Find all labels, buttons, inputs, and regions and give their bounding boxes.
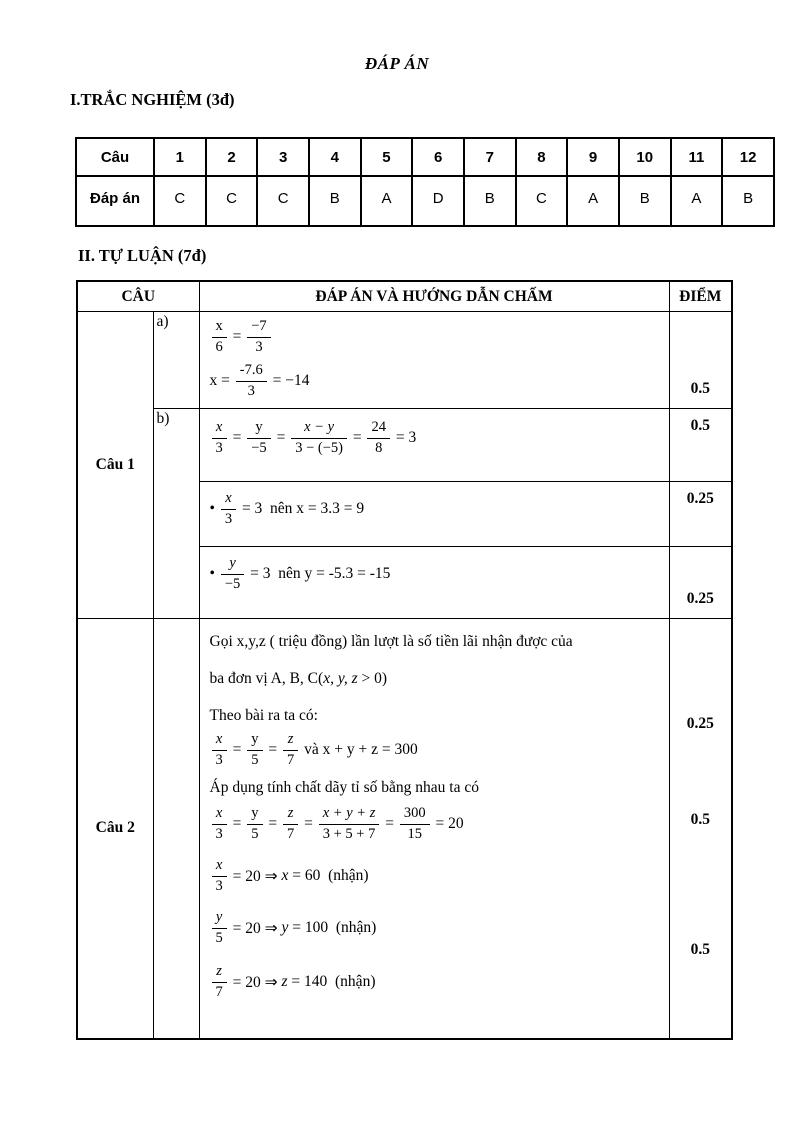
mc-number-cell-8: 8 [516, 138, 568, 176]
fraction: $\frac{y}{-5}$ [221, 555, 244, 592]
cau1-bullet-y-cell [199, 547, 669, 619]
score-cell-a: 0.5 [669, 312, 732, 409]
mc-answer-cell-12: B [722, 176, 774, 226]
score-cell-bullet-x: 0.25 [669, 482, 732, 547]
fraction: $\frac{x}{3}$ [221, 490, 236, 527]
fraction: $\frac{z}{7}$ [283, 805, 298, 842]
mc-answer-cell-5: A [361, 176, 413, 226]
section1-heading: I.TRẮC NGHIỆM (3đ) [70, 90, 235, 109]
mc-number-cell-2: 2 [206, 138, 258, 176]
fraction: $\frac{x - y}{3 - (-5)}$ [291, 419, 347, 456]
mc-number-cell-10: 10 [619, 138, 671, 176]
part-b-label: b) [153, 409, 199, 619]
mc-answer-cell-7: B [464, 176, 516, 226]
mc-number-cell-11: 11 [671, 138, 723, 176]
mc-number-cell-12: 12 [722, 138, 774, 176]
column-header-cau: CÂU [77, 281, 199, 312]
cau2-line2: ba đơn vị A, B, C(x, y, z > 0) [209, 670, 388, 687]
mc-answer-cell-2: C [206, 176, 258, 226]
equation-b: $\frac{x}{3}$ = $\frac{y}{-5}$ = $\frac{x - y}{3 - (-5)}$ = $\frac{24}{8}$ = 3 [210, 417, 661, 459]
cau2-label: Câu 2 [77, 619, 153, 1039]
page-title: ĐÁP ÁN [364, 54, 430, 73]
mc-answer-row [76, 176, 774, 226]
cau1a-content-cell [199, 312, 669, 409]
fraction: $\frac{y}{5}$ [212, 909, 227, 946]
cau2-line3: Theo bài ra ta có: [209, 707, 318, 724]
mc-row1-label: Câu [76, 138, 154, 176]
mc-answer-cell-4: B [309, 176, 361, 226]
equation-c2-y: $\frac{y}{5}$ = 20 ⇒ y = 100 (nhận) [210, 907, 661, 949]
mc-row2-label: Đáp án [76, 176, 154, 226]
column-header-diem: ĐIỂM [669, 281, 732, 312]
mc-number-cell-6: 6 [412, 138, 464, 176]
section2-heading: II. TỰ LUẬN (7đ) [78, 246, 207, 265]
score-cell-bullet-y: 0.25 [669, 547, 732, 619]
equation-a2: x = $\frac{-7.6}{3}$ = −14 [209, 362, 310, 399]
fraction: $\frac{y}{-5}$ [247, 419, 270, 456]
mc-number-cell-3: 3 [257, 138, 309, 176]
mc-answer-cell-9: A [567, 176, 619, 226]
mc-answer-cell-11: A [671, 176, 723, 226]
score-c2-3: 0.5 [690, 941, 710, 958]
equation-c2-x: $\frac{x}{3}$ = 20 ⇒ x = 60 (nhận) [210, 855, 661, 897]
cau1b-content-cell [199, 409, 669, 482]
mc-number-cell-4: 4 [309, 138, 361, 176]
mc-answer-cell-8: C [516, 176, 568, 226]
fraction: $\frac{z}{7}$ [283, 731, 298, 768]
fraction: $\frac{300}{15}$ [400, 805, 430, 842]
fraction: $\frac{x}{3}$ [212, 731, 227, 768]
mc-number-row [76, 138, 774, 176]
fraction: $\frac{-7.6}{3}$ [236, 362, 267, 399]
fraction: $\frac{z}{7}$ [212, 963, 227, 1000]
equation-a1: $\frac{x}{6}$ = $\frac{-7}{3}$ [210, 316, 661, 358]
mc-answer-cell-3: C [257, 176, 309, 226]
equation-bullet-x: • $\frac{x}{3}$ = 3 nên x = 3.3 = 9 [209, 490, 365, 527]
fraction: $\frac{24}{8}$ [367, 419, 390, 456]
score-c2-2: 0.5 [690, 811, 710, 828]
fraction: $\frac{x + y + z}{3 + 5 + 7}$ [319, 805, 380, 842]
multiple-choice-answer-table [75, 137, 775, 227]
cau1-row-a [77, 312, 732, 409]
cau1-bullet-x-cell [199, 482, 669, 547]
mc-number-cell-1: 1 [154, 138, 206, 176]
equation-c2-z: $\frac{z}{7}$ = 20 ⇒ z = 140 (nhận) [210, 961, 661, 1003]
score-cell-b: 0.5 [669, 409, 732, 482]
equation-bullet-y: • $\frac{y}{-5}$ = 3 nên y = -5.3 = -15 [209, 555, 391, 592]
cau1-label: Câu 1 [77, 312, 153, 619]
score-c2-1: 0.25 [686, 715, 714, 732]
cau2-line1: Gọi x,y,z ( triệu đồng) lần lượt là số tiền lãi nhận được của [209, 633, 573, 650]
cau2-row [77, 619, 732, 1039]
mc-answer-cell-10: B [619, 176, 671, 226]
cau2-score-cell [669, 619, 732, 1039]
equation-c2-chain: $\frac{x}{3}$ = $\frac{y}{5}$ = $\frac{z}{7}$ = $\frac{x + y + z}{3 + 5 + 7}$ = $\frac{300}{15}$ = 20 [210, 803, 661, 845]
mc-number-cell-7: 7 [464, 138, 516, 176]
fraction: $\frac{x}{3}$ [212, 419, 227, 456]
mc-number-cell-5: 5 [361, 138, 413, 176]
fraction: $\frac{-7}{3}$ [247, 318, 270, 355]
part-a-label: a) [153, 312, 199, 409]
cau1-row-b [77, 409, 732, 482]
mc-number-cell-9: 9 [567, 138, 619, 176]
fraction: $\frac{x}{6}$ [212, 318, 227, 355]
essay-table-header-row [77, 281, 732, 312]
column-header-dapan: ĐÁP ÁN VÀ HƯỚNG DẪN CHẤM [199, 281, 669, 312]
fraction: $\frac{y}{5}$ [247, 731, 262, 768]
cau2-line5: Áp dụng tính chất dãy tỉ số bằng nhau ta có [209, 779, 479, 796]
fraction: $\frac{x}{3}$ [212, 857, 227, 894]
essay-answer-table [76, 280, 733, 1040]
mc-answer-cell-6: D [412, 176, 464, 226]
equation-c2-ratio: $\frac{x}{3}$ = $\frac{y}{5}$ = $\frac{z}{7}$ và x + y + z = 300 [210, 729, 661, 771]
cau2-content-cell [199, 619, 669, 1039]
cau2-part-cell [153, 619, 199, 1039]
mc-answer-cell-1: C [154, 176, 206, 226]
fraction: $\frac{x}{3}$ [212, 805, 227, 842]
fraction: $\frac{y}{5}$ [247, 805, 262, 842]
